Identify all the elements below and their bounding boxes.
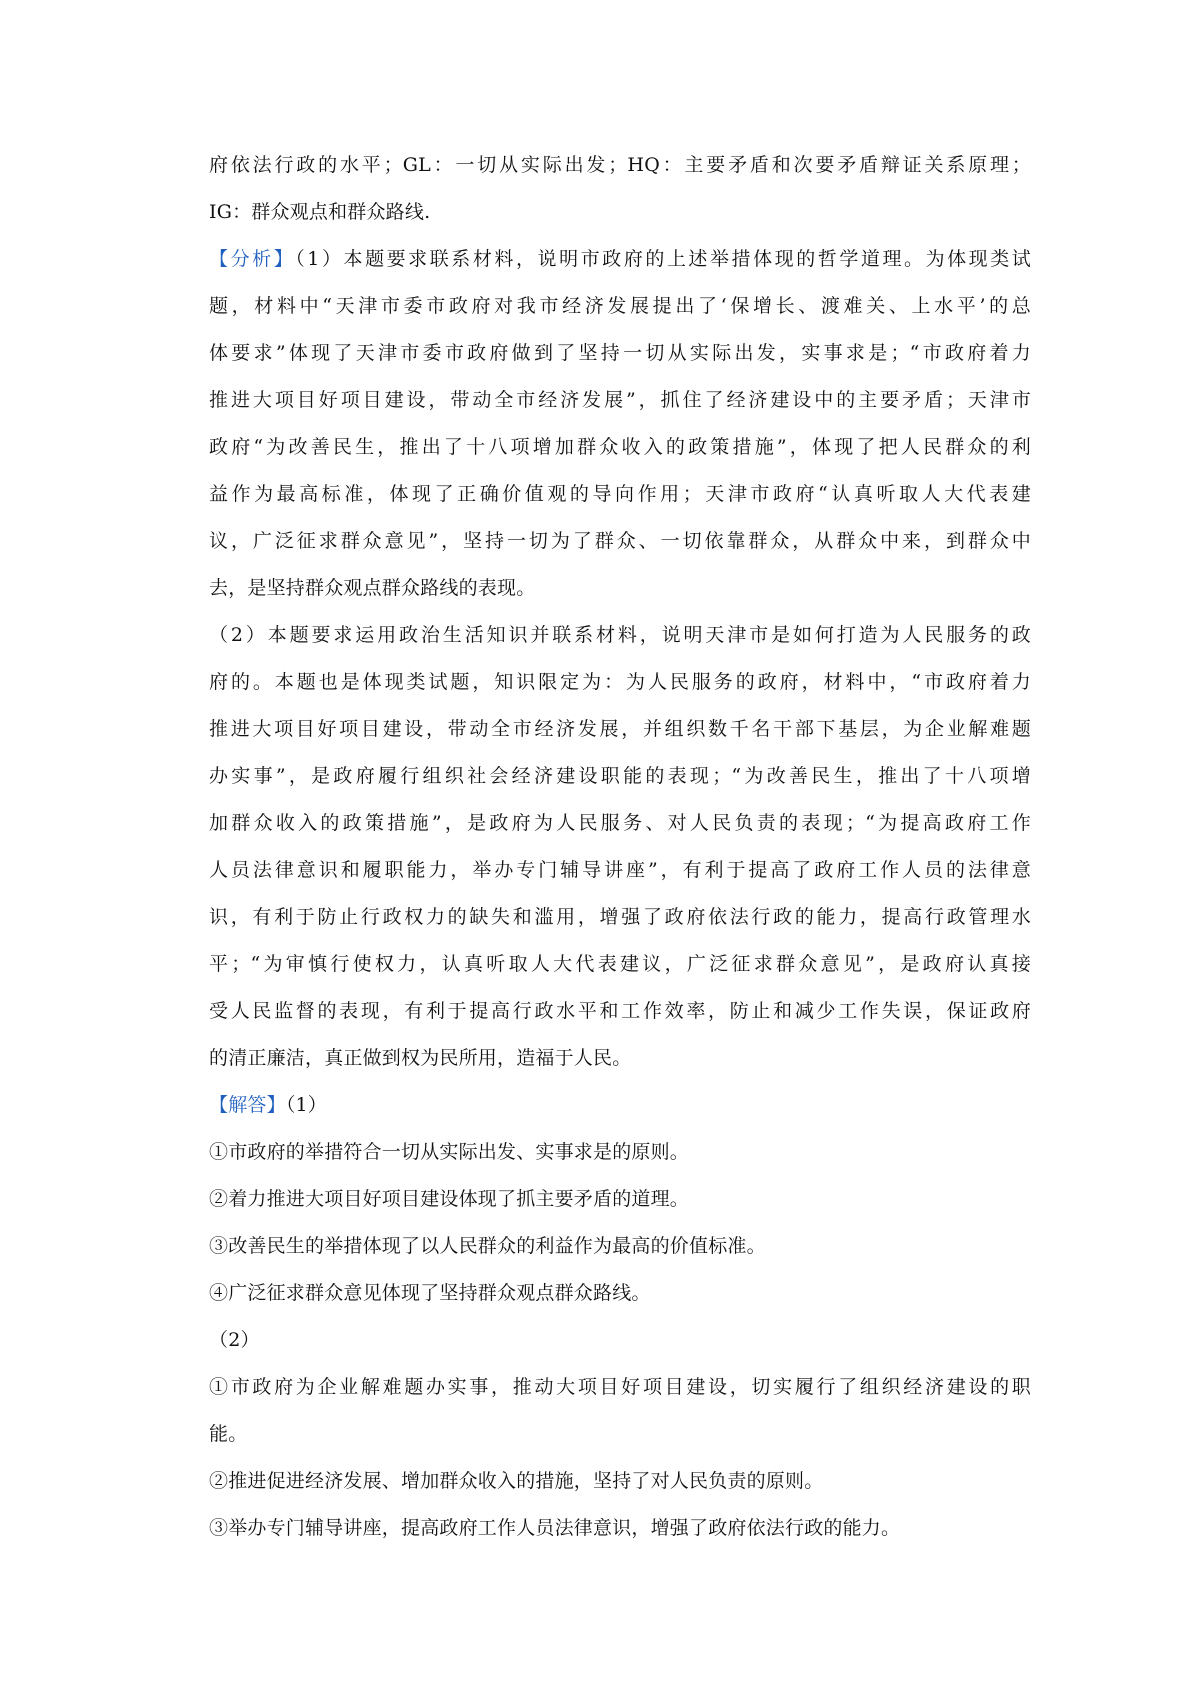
section-heading-line <box>209 1082 1031 1129</box>
text-line <box>209 1176 1031 1223</box>
tag-bracket-open: 【 <box>209 248 231 270</box>
text-line <box>209 753 1031 800</box>
tag-bracket-open: 【 <box>209 1094 229 1116</box>
text-line <box>209 847 1031 894</box>
text-line <box>209 800 1031 847</box>
line-text: 议，广泛征求群众意见”，坚持一切为了群众、一切依靠群众，从群众中来，到群众中 <box>209 530 1031 552</box>
line-text: 体要求”体现了天津市委市政府做到了坚持一切从实际出发，实事求是；“市政府着力 <box>209 342 1031 364</box>
text-line <box>209 471 1031 518</box>
text-line <box>209 988 1031 1035</box>
line-text: 府的。本题也是体现类试题，知识限定为：为人民服务的政府，材料中，“市政府着力 <box>209 671 1031 693</box>
section-heading-line <box>209 236 1031 283</box>
text-line <box>209 518 1031 565</box>
line-text: IG：群众观点和群众路线. <box>209 201 431 223</box>
text-line <box>209 189 1031 236</box>
line-text: ②推进促进经济发展、增加群众收入的措施，坚持了对人民负责的原则。 <box>209 1470 824 1492</box>
text-line <box>209 659 1031 706</box>
line-text: 办实事”，是政府履行组织社会经济建设职能的表现；“为改善民生，推出了十八项增 <box>209 765 1031 787</box>
text-line <box>209 1364 1031 1411</box>
line-text: 推进大项目好项目建设，带动全市经济发展”，抓住了经济建设中的主要矛盾；天津市 <box>209 389 1031 411</box>
line-text: （1）本题要求联系材料，说明市政府的上述举措体现的哲学道理。为体现类试 <box>295 248 1032 270</box>
line-text: （2）本题要求运用政治生活知识并联系材料，说明天津市是如何打造为人民服务的政 <box>209 624 1031 646</box>
line-text: ①市政府的举措符合一切从实际出发、实事求是的原则。 <box>209 1141 690 1163</box>
text-line <box>209 894 1031 941</box>
line-text: 推进大项目好项目建设，带动全市经济发展，并组织数千名干部下基层，为企业解难题 <box>209 718 1031 740</box>
line-text: 的清正廉洁，真正做到权为民所用，造福于人民。 <box>209 1047 632 1069</box>
line-text: 加群众收入的政策措施”，是政府为人民服务、对人民负责的表现；“为提高政府工作 <box>209 812 1031 834</box>
text-line <box>209 424 1031 471</box>
line-text: ③改善民生的举措体现了以人民群众的利益作为最高的价值标准。 <box>209 1235 766 1257</box>
line-text: 政府“为改善民生，推出了十八项增加群众收入的政策措施”，体现了把人民群众的利 <box>209 436 1031 458</box>
line-text: ③举办专门辅导讲座，提高政府工作人员法律意识，增强了政府依法行政的能力。 <box>209 1517 901 1539</box>
text-line <box>209 1223 1031 1270</box>
line-text: ②着力推进大项目好项目建设体现了抓主要矛盾的道理。 <box>209 1188 690 1210</box>
line-text: 府依法行政的水平；GL：一切从实际出发；HQ：主要矛盾和次要矛盾辩证关系原理； <box>209 154 1031 176</box>
line-text: （1） <box>285 1094 328 1116</box>
section-tag: 分析 <box>230 248 274 270</box>
text-line <box>209 1411 1031 1458</box>
text-line <box>209 283 1031 330</box>
section-tag: 解答 <box>228 1094 267 1116</box>
line-text: 能。 <box>209 1423 248 1445</box>
document-page <box>209 142 1031 1552</box>
text-line <box>209 330 1031 377</box>
line-text: ①市政府为企业解难题办实事，推动大项目好项目建设，切实履行了组织经济建设的职 <box>209 1376 1031 1398</box>
line-text: （2） <box>209 1329 260 1351</box>
line-text: 益作为最高标准，体现了正确价值观的导向作用；天津市政府“认真听取人大代表建 <box>209 483 1031 505</box>
text-line <box>209 1129 1031 1176</box>
line-text: 题，材料中“天津市委市政府对我市经济发展提出了‘保增长、渡难关、上水平’的总 <box>209 295 1031 317</box>
line-text: 平；“为审慎行使权力，认真听取人大代表建议，广泛征求群众意见”，是政府认真接 <box>209 953 1031 975</box>
text-line <box>209 706 1031 753</box>
text-line <box>209 1505 1031 1552</box>
text-line <box>209 1317 1031 1364</box>
line-text: ④广泛征求群众意见体现了坚持群众观点群众路线。 <box>209 1282 651 1304</box>
text-line <box>209 1458 1031 1505</box>
text-line <box>209 142 1031 189</box>
text-line <box>209 377 1031 424</box>
line-text: 受人民监督的表现，有利于提高行政水平和工作效率，防止和减少工作失误，保证政府 <box>209 1000 1031 1022</box>
line-text: 去，是坚持群众观点群众路线的表现。 <box>209 577 536 599</box>
line-text: 人员法律意识和履职能力，举办专门辅导讲座”，有利于提高了政府工作人员的法律意 <box>209 859 1031 881</box>
tag-bracket-close: 】 <box>273 248 296 270</box>
line-text: 识，有利于防止行政权力的缺失和滥用，增强了政府依法行政的能力，提高行政管理水 <box>209 906 1031 928</box>
text-line <box>209 1270 1031 1317</box>
text-line <box>209 565 1031 612</box>
tag-bracket-close: 】 <box>266 1094 286 1116</box>
text-line <box>209 1035 1031 1082</box>
text-line <box>209 612 1031 659</box>
text-line <box>209 941 1031 988</box>
